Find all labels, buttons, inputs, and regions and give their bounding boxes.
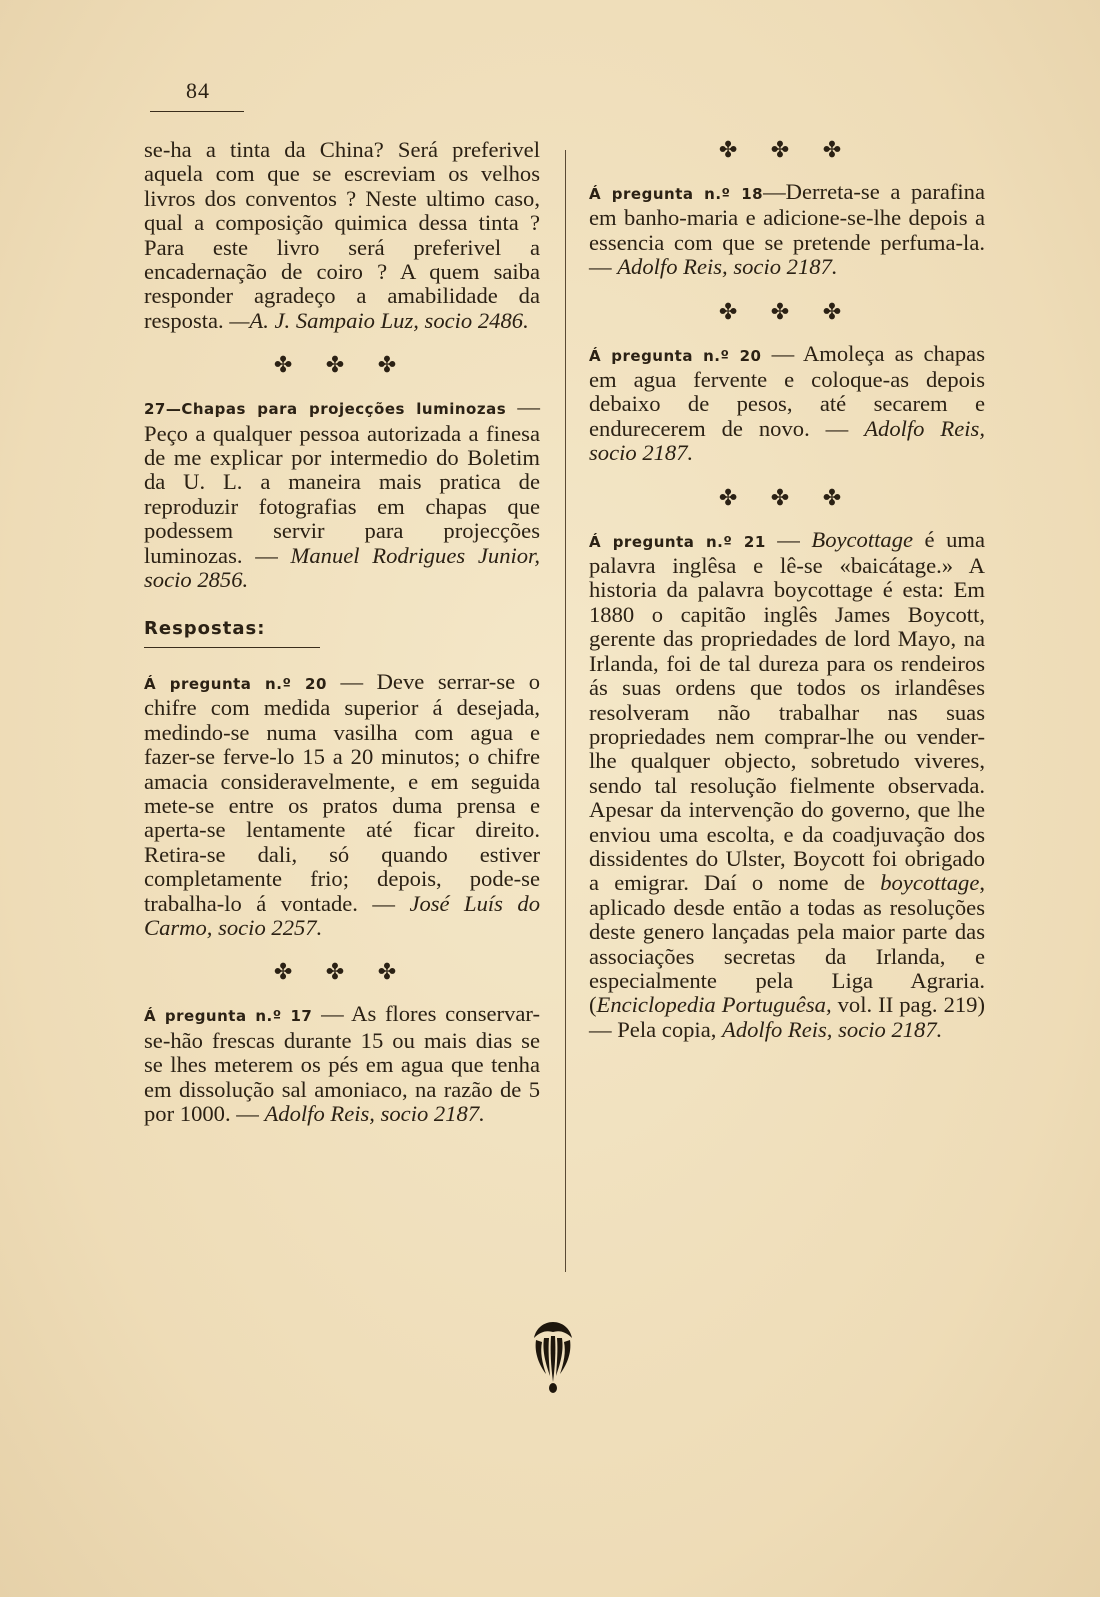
answer-21-term: Boycottage	[811, 526, 914, 552]
answer-17-text: — As flores conservar-se-hão frescas durante 15 ou mais dias se se lhes meterem os pés em agua que tenha em dissolução sal amoniaco, na razão de 5 por 1000. —	[144, 1001, 540, 1126]
answer-20-signature: José Luís do Carmo, socio 2257.	[144, 890, 540, 940]
question-27-heading: 27—Chapas para projecções luminozas	[144, 400, 507, 419]
question-27-signature: Manuel Rodrigues Junior, socio 2856.	[144, 542, 540, 593]
answer-21	[589, 528, 985, 1043]
fleuron-divider: ✤ ✤ ✤	[273, 959, 411, 985]
answer-21-source: Enciclopedia Portuguêsa,	[596, 992, 832, 1018]
answer-20-heading: Á pregunta n.º 20	[144, 674, 327, 693]
question-27	[144, 395, 540, 592]
answer-21-term-2: boycottage	[880, 870, 980, 896]
answer-21-heading: Á pregunta n.º 21	[589, 532, 766, 551]
fleuron-divider: ✤ ✤ ✤	[273, 352, 411, 378]
answer-18-heading: Á pregunta n.º 18	[589, 185, 764, 203]
answer-20-b-signature: Adolfo Reis, socio 2187.	[589, 415, 985, 466]
answer-21-text-2: , aplicado desde então a todas as resoluções deste genero lançadas pela maior parte das associações secretas da Irlanda, e especialmente pela Liga Agraria. (	[589, 870, 985, 1018]
right-column	[589, 138, 985, 1042]
answer-18	[589, 180, 985, 280]
question-27-text: — Peço a qualquer pessoa autorizada a finesa de me explicar por intermedio do Boletim da U. L. a maneira mais pratica de reproduzir fotografias em chapas que podessem servir para projecções luminozas. —	[144, 394, 540, 568]
answer-20-b-heading: Á pregunta n.º 20	[589, 346, 762, 365]
answer-21-text-3: vol. II pag. 219) — Pela copia,	[589, 992, 985, 1042]
fleuron-divider: ✤ ✤ ✤	[718, 298, 856, 324]
answer-21-text-1: é uma palavra inglêsa e lê-se «baicátage.» A historia da palavra boycottage é esta: Em 1880 o capitão inglês James Boycott, gerente das propriedades de lord Mayo, na Irlanda, foi de tal dureza para os rendeiros ás suas ordens que todos os irlandêses resolveram não trabalhar nas suas propriedades nem comprar-lhe ou vender-lhe qualquer objecto, sobretudo viveres, sendo tal resolução fielmente observada. Apesar da intervenção do governo, que lhe enviou uma escolta, e da coadjuvação dos dissidentes do Ulster, Boycott foi obrigado a emigrar. Daí o nome de	[589, 526, 985, 896]
answer-17-signature: Adolfo Reis, socio 2187.	[264, 1101, 485, 1126]
column-divider	[565, 150, 566, 1272]
answer-21-dash: —	[765, 526, 812, 552]
fleuron-divider: ✤ ✤ ✤	[718, 484, 856, 510]
answer-18-text: —Derreta-se a parafina em banho-maria e adicione-se-lhe depois a essencia com que se pretende perfuma-la. —	[589, 179, 985, 280]
section-title-underline	[144, 647, 320, 648]
answer-20-b-text: — Amoleça as chapas em agua fervente e coloque-as depois debaixo de pesos, até secarem e endurecerem de novo. —	[589, 340, 985, 441]
answer-20-b	[589, 342, 985, 466]
page-number: 84	[186, 78, 210, 103]
left-column	[144, 138, 540, 1126]
answer-18-signature: Adolfo Reis, socio 2187.	[617, 254, 838, 280]
fleuron-divider: ✤ ✤ ✤	[718, 137, 856, 162]
answer-17	[144, 1002, 540, 1126]
intro-paragraph	[144, 138, 540, 333]
intro-text: se-ha a tinta da China? Será preferivel aquela com que se escreviam os velhos livros dos conventos ? Neste ultimo caso, qual a composição quimica dessa tinta ? Para este livro será preferivel a encadernação de coiro ? A quem saiba responder agradeço a amabilidade da resposta.	[144, 137, 540, 333]
tailpiece-ornament-icon	[530, 1318, 576, 1396]
section-title-respostas: Respostas:	[144, 617, 266, 639]
answer-21-signature: Adolfo Reis, socio 2187.	[722, 1016, 943, 1042]
answer-20-text: — Deve serrar-se o chifre com medida superior á desejada, medindo-se numa vasilha com agua e fazer-se ferve-lo 15 a 20 minutos; o chifre amacia consideravelmente, e em seguida mete-se entre os pratos duma prensa e aperta-se lentamente até ficar direito. Retira-se dali, só quando estiver completamente frio; depois, pode-se trabalha-lo á vontade. —	[144, 668, 540, 916]
answer-20	[144, 670, 540, 940]
answer-17-heading: Á pregunta n.º 17	[144, 1007, 313, 1026]
page-number-rule	[150, 111, 244, 112]
intro-signature: —A. J. Sampaio Luz, socio 2486.	[229, 307, 529, 333]
